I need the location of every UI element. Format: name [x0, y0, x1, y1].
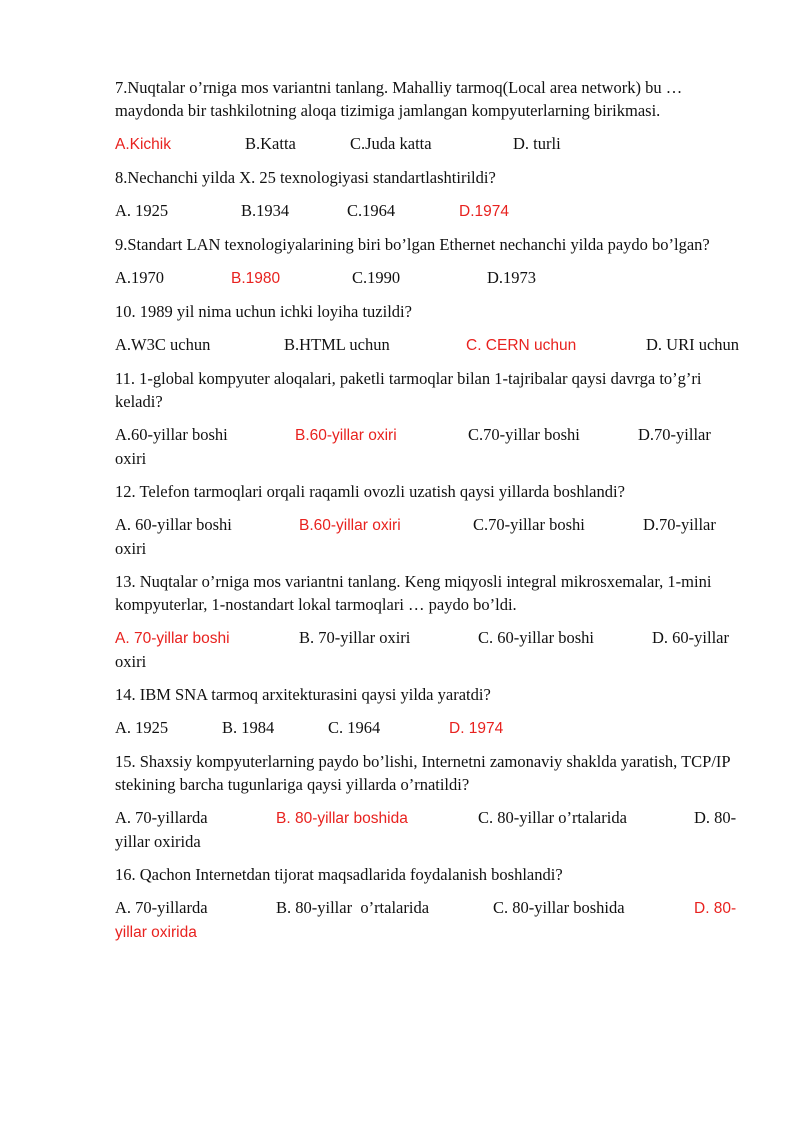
answer-option: C. 80-yillar o’rtalarida	[478, 808, 627, 827]
answer-options	[115, 199, 745, 223]
question-list	[115, 76, 745, 954]
answer-option: A. 1925	[115, 201, 169, 220]
answer-option: B. 70-yillar oxiri	[299, 628, 411, 647]
question-text: 13. Nuqtalar o’rniga mos variantni tanlang. Keng miqyosli integral mikrosxemalar, 1-mini kompyuterlar, 1-nostandart lokal tarmoqlari … paydo bo’ldi.	[115, 572, 712, 614]
answer-options	[115, 266, 745, 290]
answer-option: B. 80-yillar o’rtalarida	[276, 898, 430, 917]
answer-option: C. 80-yillar boshida	[493, 898, 625, 917]
answer-option: D.70-yillar oxiri	[115, 425, 715, 468]
question-text: 7.Nuqtalar o’rniga mos variantni tanlang. Mahalliy tarmoq(Local area network) bu … maydonda bir tashkilotning aloqa tizimiga jamlangan kompyuterlarning birikmasi.	[115, 78, 683, 120]
answer-option: A.1970	[115, 268, 165, 287]
answer-option: B. 1984	[222, 718, 275, 737]
answer-option-correct: B.60-yillar oxiri	[295, 427, 397, 444]
answer-option: A. 70-yillarda	[115, 808, 208, 827]
answer-option: C.Juda katta	[350, 134, 432, 153]
answer-option: C.1964	[347, 201, 396, 220]
answer-option: A. 70-yillarda	[115, 898, 208, 917]
answer-option: B.Katta	[245, 134, 296, 153]
answer-options	[115, 626, 745, 673]
answer-option: C. 60-yillar boshi	[478, 628, 594, 647]
answer-option-correct: A.Kichik	[115, 136, 171, 153]
question-text: 16. Qachon Internetdan tijorat maqsadlarida foydalanish boshlandi?	[115, 865, 563, 884]
answer-option-correct: B.60-yillar oxiri	[299, 517, 401, 534]
answer-option: A. 1925	[115, 718, 169, 737]
answer-options	[115, 716, 745, 740]
answer-option: C.70-yillar boshi	[468, 425, 580, 444]
answer-options	[115, 333, 745, 357]
answer-option: B.1934	[241, 201, 290, 220]
answer-option: C. 1964	[328, 718, 381, 737]
question-text: 8.Nechanchi yilda X. 25 texnologiyasi standartlashtirildi?	[115, 168, 496, 187]
answer-options	[115, 513, 745, 560]
question-text: 15. Shaxsiy kompyuterlarning paydo bo’lishi, Internetni zamonaviy shaklda yaratish, TCP/IP stekining barcha tugunlariga qaysi yillarda o’rnatildi?	[115, 752, 730, 794]
answer-option-correct: B.1980	[231, 270, 281, 287]
answer-option: D. 80-yillar oxirida	[115, 808, 737, 851]
answer-option: D. turli	[513, 134, 561, 153]
answer-option: A.60-yillar boshi	[115, 425, 228, 444]
answer-option-correct: C. CERN uchun	[466, 337, 577, 354]
answer-option: C.70-yillar boshi	[473, 515, 585, 534]
answer-option: D. URI uchun	[646, 335, 740, 354]
answer-option-correct: B. 80-yillar boshida	[276, 810, 408, 827]
question-text: 11. 1-global kompyuter aloqalari, paketli tarmoqlar bilan 1-tajribalar qaysi davrga to’g’ri keladi?	[115, 369, 702, 411]
answer-option: D.1973	[487, 268, 537, 287]
question-text: 9.Standart LAN texnologiyalarining biri bo’lgan Ethernet nechanchi yilda paydo bo’lgan?	[115, 235, 710, 254]
answer-option-correct: D.1974	[459, 203, 509, 220]
answer-option: D.70-yillar oxiri	[115, 515, 720, 558]
answer-options	[115, 423, 745, 470]
answer-options	[115, 806, 745, 853]
answer-option-correct: D. 1974	[449, 720, 504, 737]
question-text: 12. Telefon tarmoqlari orqali raqamli ovozli uzatish qaysi yillarda boshlandi?	[115, 482, 625, 501]
answer-option: A. 60-yillar boshi	[115, 515, 232, 534]
question-text: 14. IBM SNA tarmoq arxitekturasini qaysi yilda yaratdi?	[115, 685, 491, 704]
answer-options	[115, 132, 745, 156]
question-text: 10. 1989 yil nima uchun ichki loyiha tuzildi?	[115, 302, 412, 321]
answer-option: A.W3C uchun	[115, 335, 211, 354]
answer-option: B.HTML uchun	[284, 335, 390, 354]
answer-option: D. 60-yillar oxiri	[115, 628, 734, 671]
answer-options	[115, 896, 745, 944]
answer-option: C.1990	[352, 268, 401, 287]
answer-option-correct: D. 80-yillar oxirida	[115, 900, 737, 941]
answer-option-correct: A. 70-yillar boshi	[115, 630, 230, 647]
